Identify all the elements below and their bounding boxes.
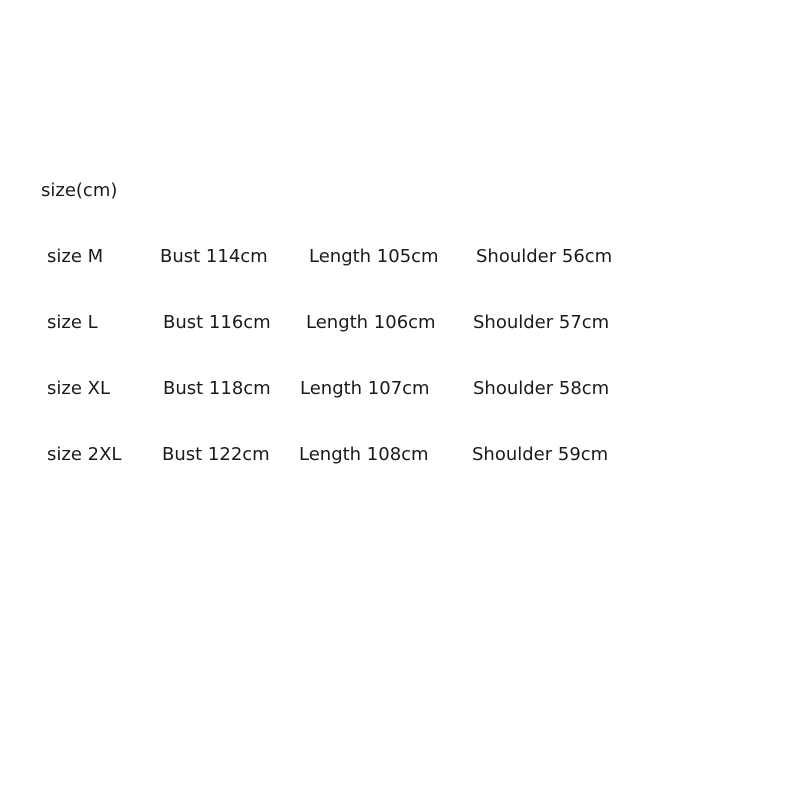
bust-measurement: Bust 118cm xyxy=(163,378,271,399)
shoulder-measurement: Shoulder 58cm xyxy=(473,378,610,399)
size-label: size L xyxy=(47,312,98,333)
size-label: size XL xyxy=(47,378,110,399)
size-chart-title: size(cm) xyxy=(41,180,118,201)
bust-measurement: Bust 116cm xyxy=(163,312,271,333)
size-label: size 2XL xyxy=(47,444,122,465)
length-measurement: Length 106cm xyxy=(306,312,436,333)
shoulder-measurement: Shoulder 56cm xyxy=(476,246,613,267)
bust-measurement: Bust 122cm xyxy=(162,444,270,465)
size-row-2xl xyxy=(0,442,800,468)
size-row-xl xyxy=(0,376,800,402)
shoulder-measurement: Shoulder 57cm xyxy=(473,312,610,333)
size-row-m xyxy=(0,244,800,270)
length-measurement: Length 107cm xyxy=(300,378,430,399)
length-measurement: Length 108cm xyxy=(299,444,429,465)
shoulder-measurement: Shoulder 59cm xyxy=(472,444,609,465)
bust-measurement: Bust 114cm xyxy=(160,246,268,267)
size-row-l xyxy=(0,310,800,336)
length-measurement: Length 105cm xyxy=(309,246,439,267)
size-label: size M xyxy=(47,246,104,267)
